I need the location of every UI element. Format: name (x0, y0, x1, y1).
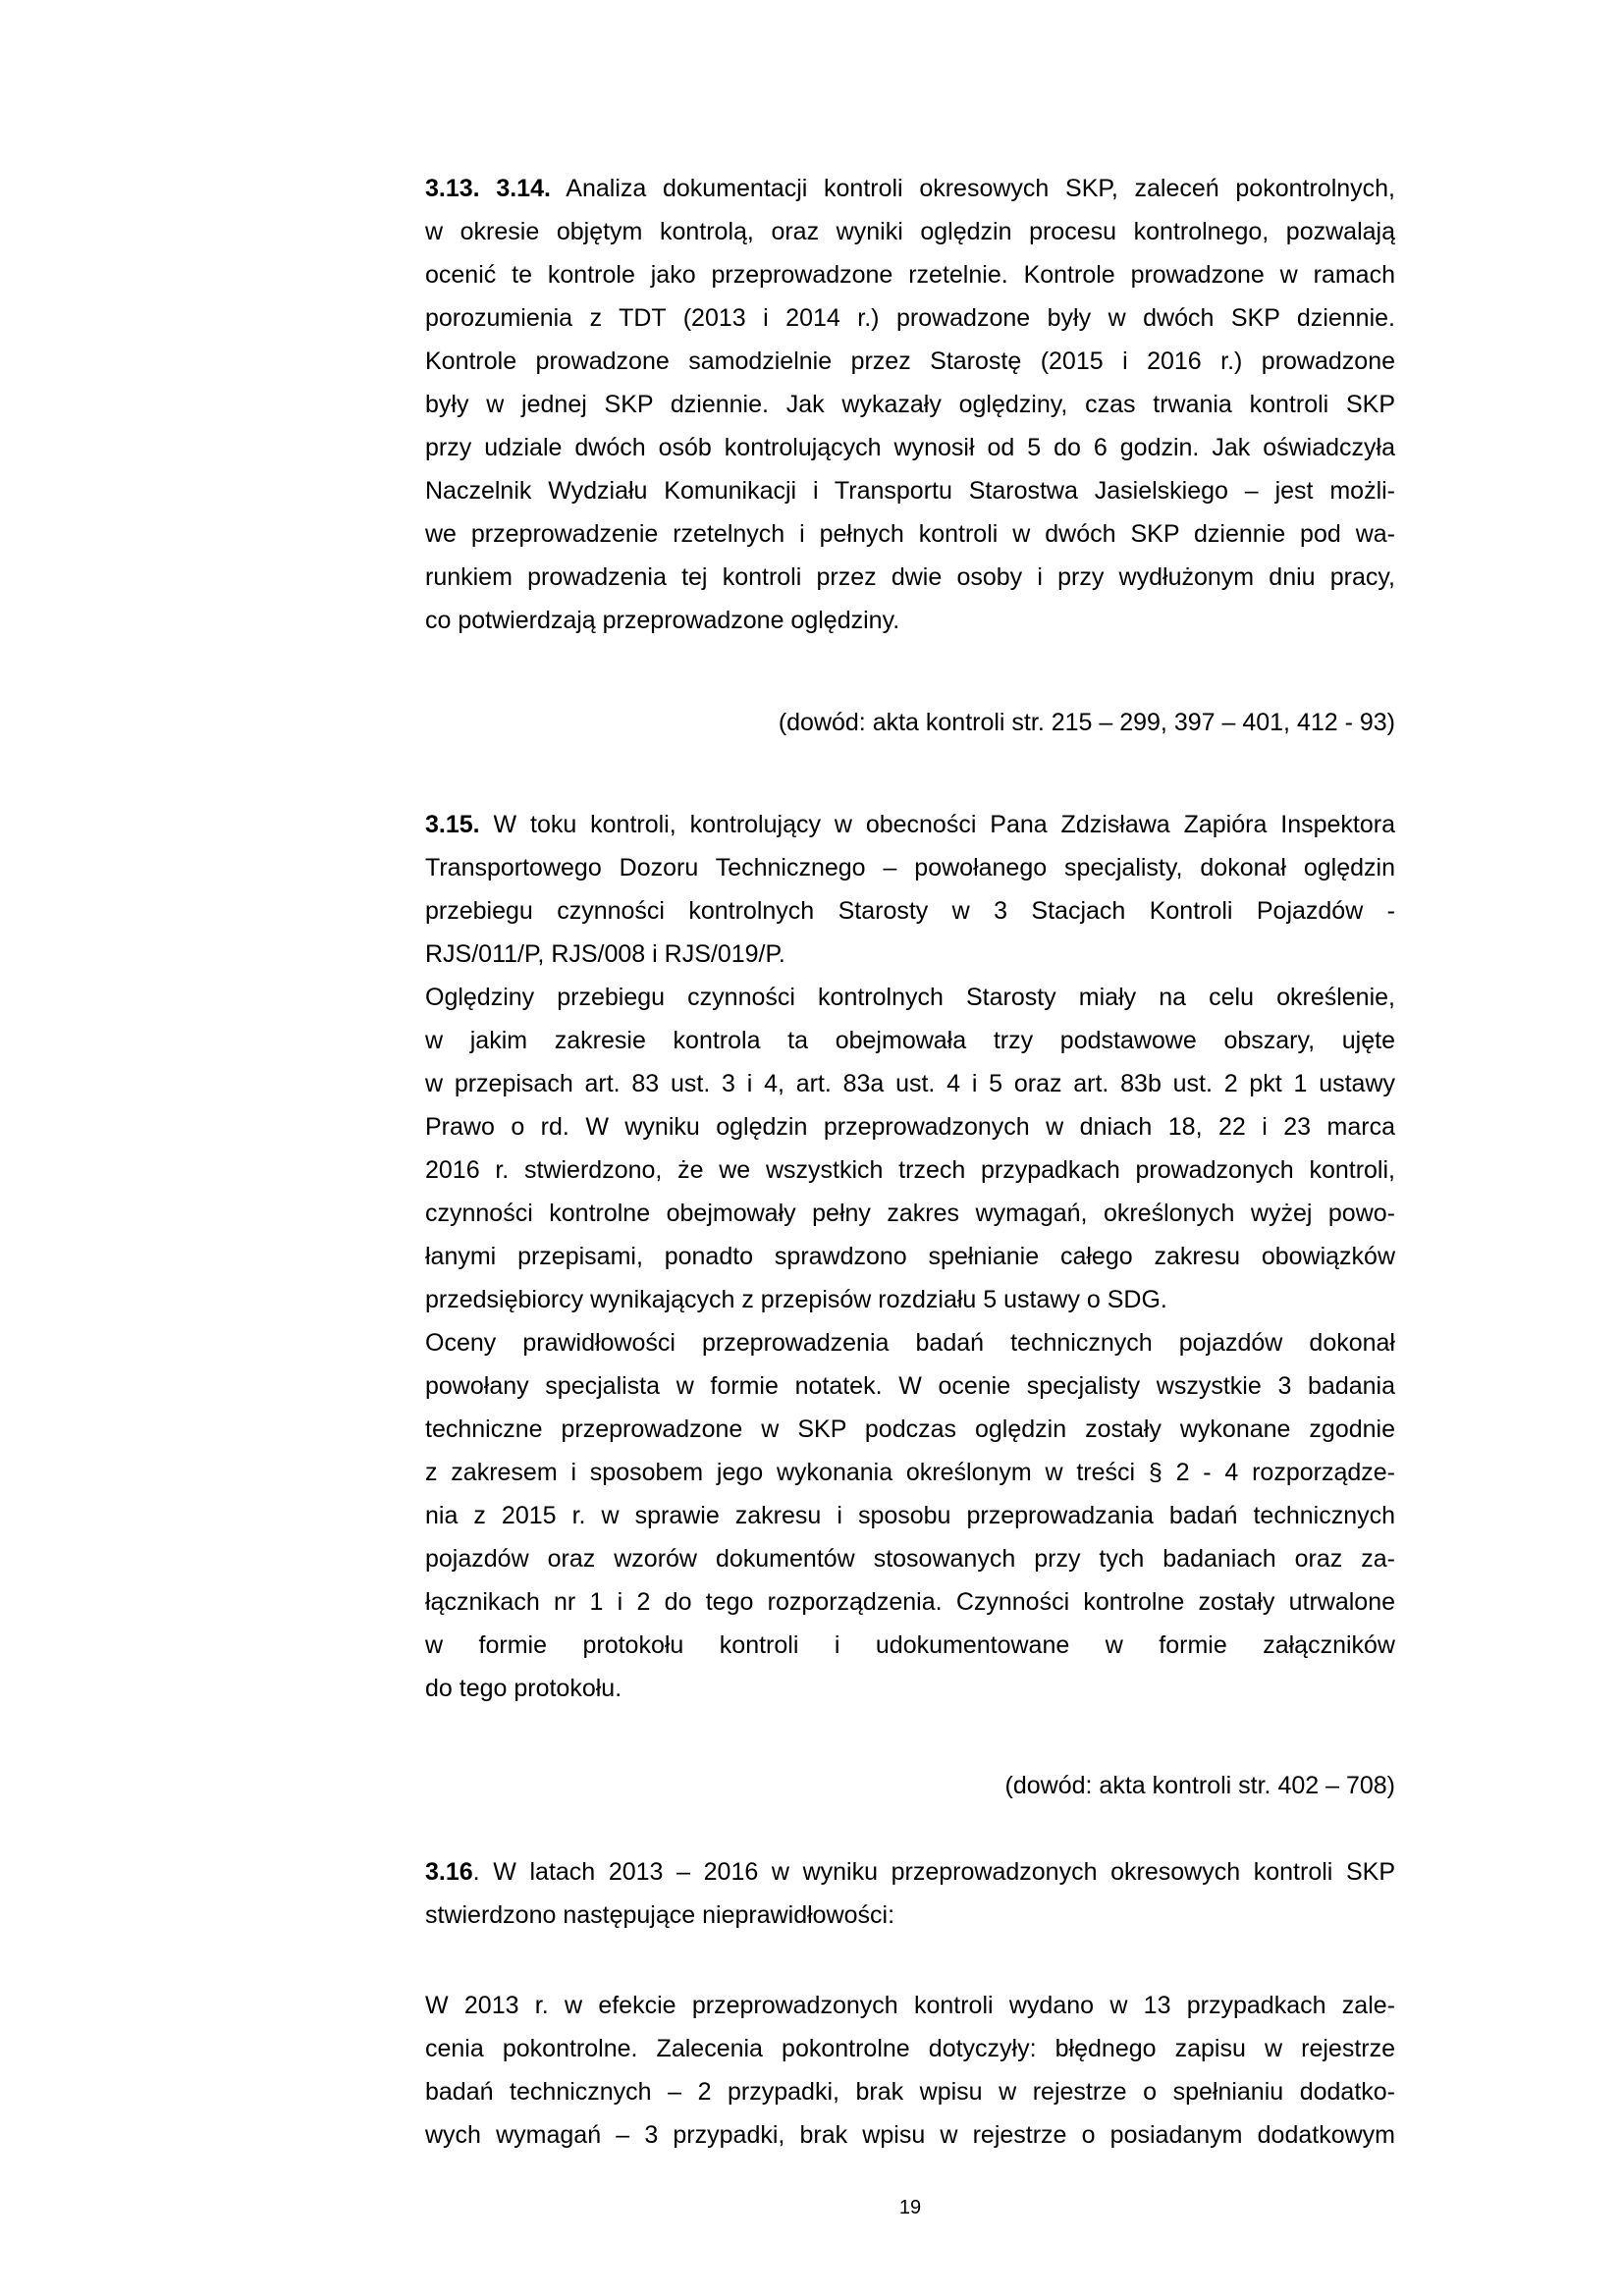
text-line: w formie protokołu kontroli i udokumentowane w formie załączników (425, 1631, 1395, 1659)
text-line: były w jednej SKP dziennie. Jak wykazały oględziny, czas trwania kontroli SKP (425, 391, 1395, 418)
text-line: we przeprowadzenie rzetelnych i pełnych kontroli w dwóch SKP dziennie pod wa- (425, 520, 1395, 548)
text-line: łącznikach nr 1 i 2 do tego rozporządzenia. Czynności kontrolne zostały utrwalone (425, 1588, 1395, 1616)
page-number: 19 (898, 2197, 922, 2218)
text-line: 3.13. 3.14. Analiza dokumentacji kontroli okresowych SKP, zaleceń pokontrolnych, (425, 175, 1396, 202)
text-line: 3.16. W latach 2013 – 2016 w wyniku przeprowadzonych okresowych kontroli SKP (425, 1858, 1395, 1886)
text-line: w okresie objętym kontrolą, oraz wyniki oględzin procesu kontrolnego, pozwalają (425, 218, 1395, 245)
text-line: Naczelnik Wydziału Komunikacji i Transportu Starostwa Jasielskiego – jest możli- (425, 477, 1395, 505)
evidence-note-2: (dowód: akta kontroli str. 402 – 708) (1004, 1772, 1395, 1799)
text-line: w przepisach art. 83 ust. 3 i 4, art. 83a ust. 4 i 5 oraz art. 83b ust. 2 pkt 1 ustawy (425, 1070, 1395, 1097)
text-line: Oceny prawidłowości przeprowadzenia badań technicznych pojazdów dokonał (425, 1329, 1395, 1357)
paragraph-3-15 (425, 803, 1395, 976)
text-line: stwierdzono następujące nieprawidłowości: (425, 1901, 895, 1929)
text-line: 3.15. W toku kontroli, kontrolujący w obecności Pana Zdzisława Zapióra Inspektora (425, 811, 1395, 838)
text-line: porozumienia z TDT (2013 i 2014 r.) prowadzone były w dwóch SKP dziennie. (425, 304, 1395, 332)
text-line: czynności kontrolne obejmowały pełny zakres wymagań, określonych wyżej powo- (425, 1200, 1395, 1227)
text-line: pojazdów oraz wzorów dokumentów stosowanych przy tych badaniach oraz za- (425, 1545, 1395, 1573)
text-line: co potwierdzają przeprowadzone oględziny. (425, 607, 900, 634)
text-line: Oględziny przebiegu czynności kontrolnych Starosty miały na celu określenie, (425, 984, 1395, 1011)
paragraph-3-16 (425, 1850, 1395, 1937)
evidence-note-1: (dowód: akta kontroli str. 215 – 299, 397 – 401, 412 - 93) (778, 709, 1395, 736)
section-number: 3.16 (425, 1858, 473, 1886)
text-line: z zakresem i sposobem jego wykonania określonym w treści § 2 - 4 rozporządze- (425, 1459, 1395, 1486)
text-line: w jakim zakresie kontrola ta obejmowała trzy podstawowe obszary, ujęte (425, 1027, 1395, 1054)
text-line: przy udziale dwóch osób kontrolujących wynosił od 5 do 6 godzin. Jak oświadczyła (425, 434, 1395, 461)
text-line: runkiem prowadzenia tej kontroli przez dwie osoby i przy wydłużonym dniu pracy, (425, 563, 1395, 591)
text-line: 2016 r. stwierdzono, że we wszystkich trzech przypadkach prowadzonych kontroli, (425, 1156, 1395, 1184)
text-line: W 2013 r. w efekcie przeprowadzonych kontroli wydano w 13 przypadkach zale- (425, 1992, 1395, 2019)
text-line: przedsiębiorcy wynikających z przepisów rozdziału 5 ustawy o SDG. (425, 1286, 1167, 1313)
text-line: badań technicznych – 2 przypadki, brak wpisu w rejestrze o spełnianiu dodatko- (425, 2078, 1395, 2106)
text-line: ocenić te kontrole jako przeprowadzone rzetelnie. Kontrole prowadzone w ramach (425, 261, 1395, 289)
text-line: przebiegu czynności kontrolnych Starosty w 3 Stacjach Kontroli Pojazdów - (425, 897, 1395, 925)
text-line: RJS/011/P, RJS/008 i RJS/019/P. (425, 940, 785, 968)
paragraph-specialist-assessment (425, 1321, 1395, 1710)
text-line: Transportowego Dozoru Technicznego – powołanego specjalisty, dokonał oględzin (425, 854, 1395, 881)
paragraph-2013-findings (425, 1984, 1395, 2157)
text-line: cenia pokontrolne. Zalecenia pokontrolne dotyczyły: błędnego zapisu w rejestrze (425, 2035, 1395, 2062)
document-text-column (425, 167, 1395, 2219)
text-line: nia z 2015 r. w sprawie zakresu i sposobu przeprowadzania badań technicznych (425, 1502, 1395, 1529)
text-line: Kontrole prowadzone samodzielnie przez Starostę (2015 i 2016 r.) prowadzone (425, 347, 1395, 375)
section-number: 3.13. 3.14. (425, 175, 551, 202)
text-line: powołany specjalista w formie notatek. W ocenie specjalisty wszystkie 3 badania (425, 1372, 1395, 1400)
text-line: techniczne przeprowadzone w SKP podczas oględzin zostały wykonane zgodnie (425, 1415, 1395, 1443)
text-line: wych wymagań – 3 przypadki, brak wpisu w rejestrze o posiadanym dodatkowym (425, 2121, 1395, 2149)
text-line: łanymi przepisami, ponadto sprawdzono spełnianie całego zakresu obowiązków (425, 1243, 1395, 1270)
section-number: 3.15. (425, 811, 480, 838)
paragraph-3-13-3-14 (425, 167, 1395, 642)
text-line: Prawo o rd. W wyniku oględzin przeprowadzonych w dniach 18, 22 i 23 marca (425, 1113, 1395, 1141)
paragraph-inspection-scope (425, 976, 1395, 1321)
text-line: do tego protokołu. (425, 1675, 622, 1702)
